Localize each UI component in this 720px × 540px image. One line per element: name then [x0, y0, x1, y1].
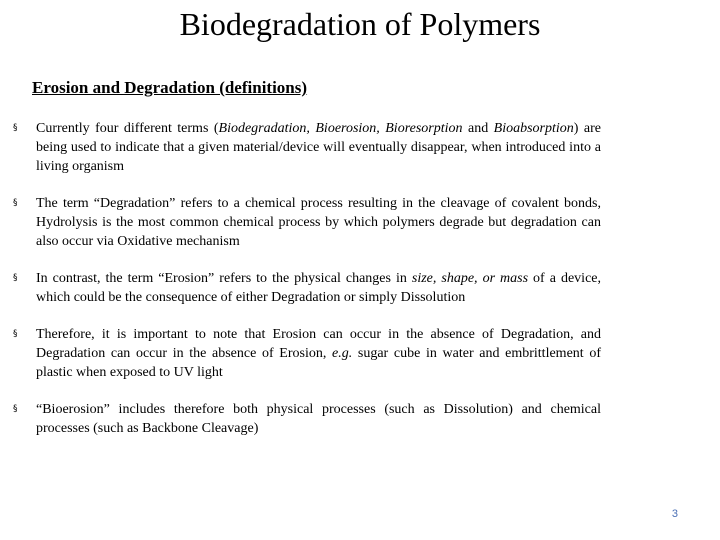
bullet-text: Therefore, it is important to note that Erosion can occur in the absence of Degradation, and Degradation can occur in the absence of Erosion,: [36, 327, 601, 361]
bullet-text: ) are being used to indicate that a given material/device will eventually disappear, when introduced into a living organism: [36, 121, 601, 174]
slide-title: Biodegradation of Polymers: [179, 6, 541, 42]
bullet-text: Currently four different terms (: [36, 121, 219, 136]
bullet-marker-icon: §: [13, 404, 18, 414]
bullet-marker-icon: §: [13, 273, 18, 283]
bullet-text-italic: size, shape, or mass: [411, 271, 529, 286]
bullet-list: [13, 119, 601, 438]
bullet-item: [13, 194, 601, 251]
bullet-item: [13, 325, 601, 382]
bullet-text-italic: Biodegradation, Bioerosion, Bioresorption: [218, 121, 463, 136]
bullet-text: In contrast, the term “Erosion” refers to the physical changes in: [36, 271, 412, 286]
section-heading: Erosion and Degradation (definitions): [32, 78, 308, 97]
bullet-text: and: [462, 121, 494, 136]
bullet-text-italic: e.g.: [332, 346, 353, 361]
bullet-text: sugar cube in water and embrittlement of plastic when exposed to UV light: [36, 346, 601, 380]
bullet-text: The term “Degradation” refers to a chemical process resulting in the cleavage of covalent bonds, Hydrolysis is the most common chemical process by which polymers degrade but degradation can also occur via Oxidative mechanism: [36, 196, 601, 249]
bullet-marker-icon: §: [13, 198, 18, 208]
bullet-item: [13, 400, 601, 438]
bullet-marker-icon: §: [13, 123, 18, 133]
bullet-text: “Bioerosion” includes therefore both physical processes (such as Dissolution) and chemical processes (such as Backbone Cleavage): [36, 402, 601, 436]
bullet-text: of a device, which could be the consequence of either Degradation or simply Dissolution: [36, 271, 601, 305]
bullet-text-italic: Bioabsorption: [493, 121, 574, 136]
page-number: 3: [671, 508, 678, 520]
bullet-item: [13, 269, 601, 307]
bullet-item: [13, 119, 601, 176]
bullet-marker-icon: §: [13, 329, 18, 339]
